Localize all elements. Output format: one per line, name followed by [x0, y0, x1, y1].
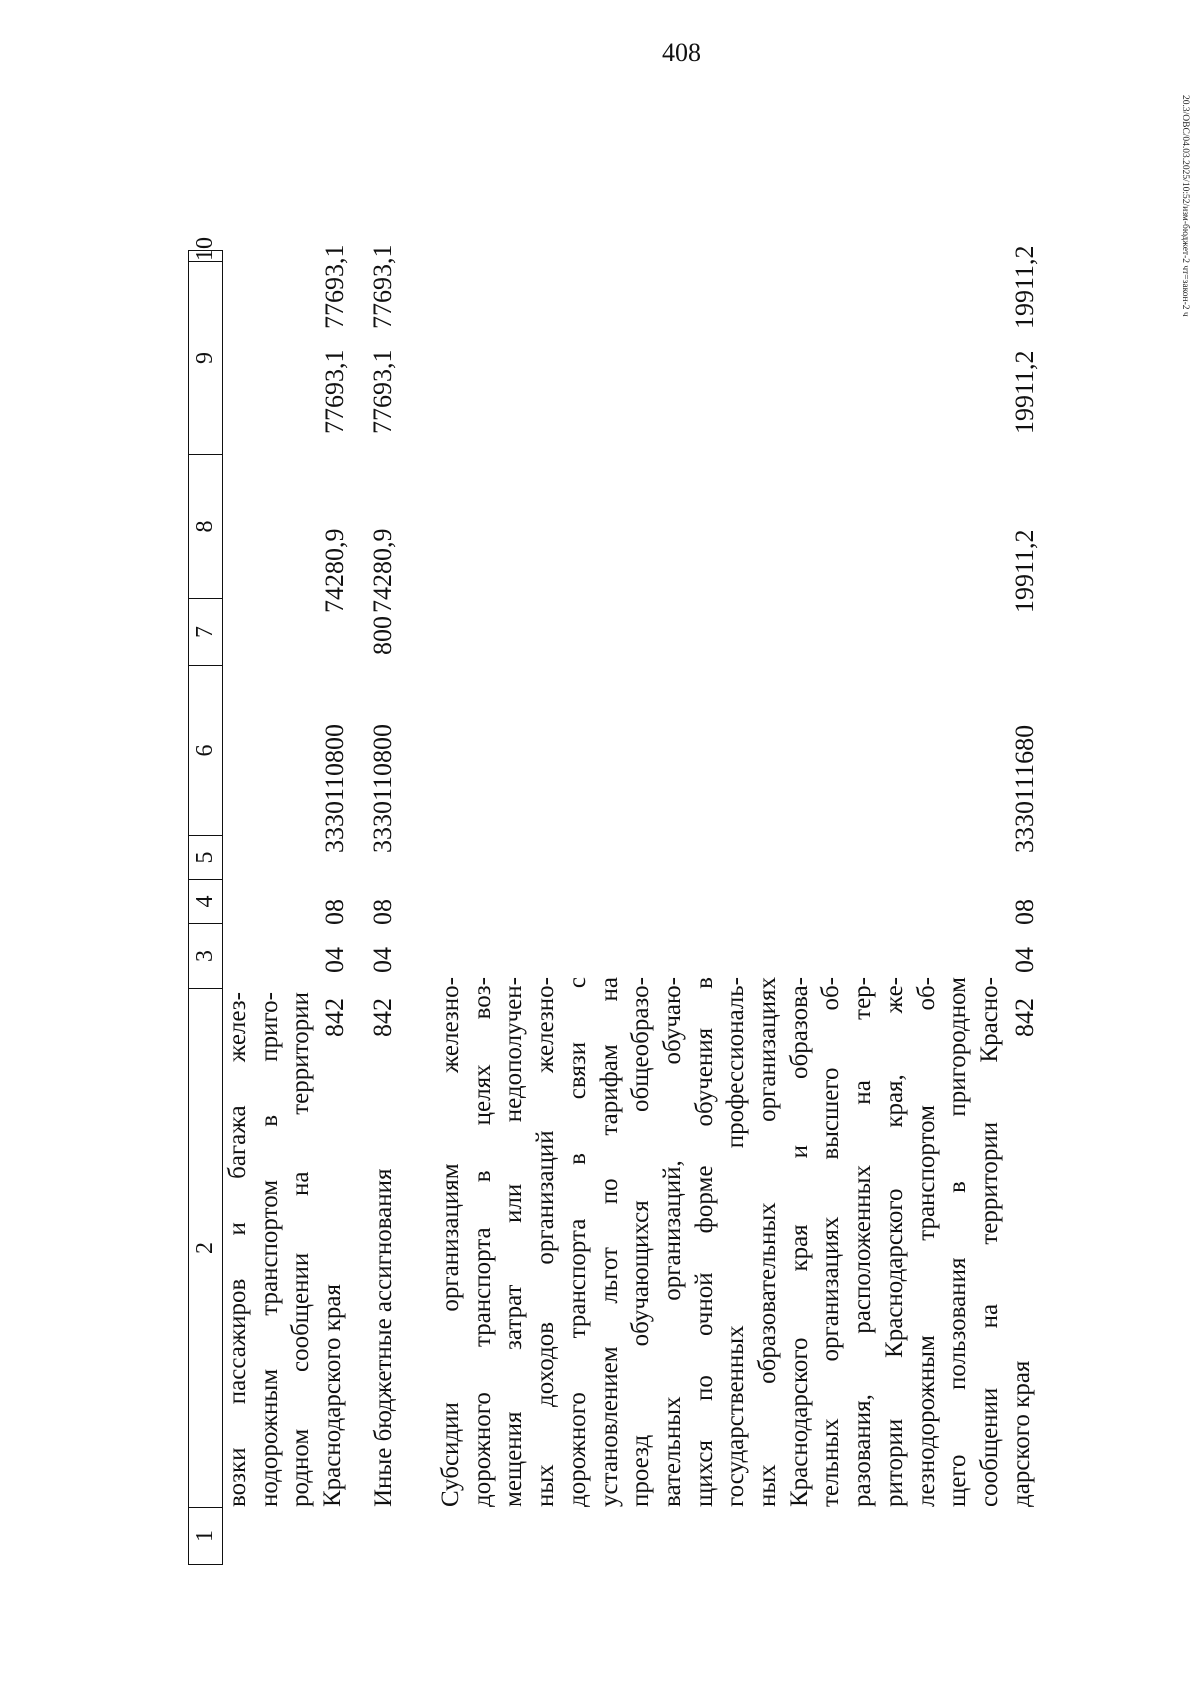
- cell-col-3: 842: [1010, 998, 1039, 1037]
- desc-line: ных доходов организаций железно-: [532, 977, 560, 1507]
- cell-col-6: 3330110800: [320, 723, 349, 853]
- desc-line: мещения затрат или недополучен-: [500, 977, 528, 1507]
- cell-col-5: 08: [320, 899, 349, 925]
- header-col-9: 9: [189, 261, 222, 454]
- desc-line: возки пассажиров и багажа желез-: [224, 992, 251, 1507]
- desc-line: Субсидии организациям железно-: [437, 977, 464, 1507]
- cell-col-9: 19911,2: [1010, 350, 1039, 434]
- desc-line: дорожного транспорта в связи с: [563, 977, 591, 1507]
- desc-line: Краснодарского края и образова-: [785, 977, 813, 1507]
- cell-col-6: 3330111680: [1010, 724, 1039, 853]
- desc-line: дарского края: [1007, 1360, 1035, 1507]
- header-col-2: 2: [189, 988, 222, 1507]
- header-col-5: 5: [189, 835, 222, 879]
- cell-col-10: 19911,2: [1010, 245, 1039, 329]
- header-col-6: 6: [189, 665, 222, 835]
- cell-col-7: 800: [368, 616, 397, 655]
- desc-line: вательных организаций, обучаю-: [658, 977, 686, 1507]
- desc-line: лезнодорожным транспортом об-: [912, 977, 940, 1507]
- cell-col-8: 74280,9: [320, 528, 349, 613]
- page-number: 408: [662, 38, 701, 67]
- row-description: [368, 992, 400, 1507]
- desc-line: ритории Краснодарского края, же-: [880, 977, 908, 1507]
- desc-line: разования, расположенных на тер-: [849, 977, 877, 1507]
- row-description: [222, 992, 349, 1507]
- table-header: [188, 237, 223, 1565]
- header-col-10: 10: [192, 237, 218, 261]
- header-col-3: 3: [189, 923, 222, 988]
- desc-line: ных образовательных организациях: [754, 977, 782, 1507]
- cell-col-5: 08: [1010, 899, 1039, 925]
- desc-line: Иные бюджетные ассигнования: [370, 1168, 397, 1507]
- header-col-4: 4: [189, 879, 222, 923]
- desc-line: тельных организациях высшего об-: [817, 977, 845, 1507]
- desc-line: нодорожным транспортом в приго-: [255, 992, 283, 1507]
- desc-line: родном сообщении на территории: [287, 992, 315, 1507]
- header-col-1: 1: [189, 1507, 222, 1564]
- cell-col-4: 04: [320, 947, 349, 973]
- desc-line: дорожного транспорта в целях воз-: [468, 977, 496, 1507]
- cell-col-10: 77693,1: [368, 244, 397, 329]
- header-col-7: 7: [189, 598, 222, 665]
- cell-col-3: 842: [320, 998, 349, 1037]
- cell-col-9: 77693,1: [320, 349, 349, 434]
- cell-col-4: 04: [368, 947, 397, 973]
- row-description: [435, 977, 1037, 1507]
- cell-col-5: 08: [368, 899, 397, 925]
- cell-col-8: 19911,2: [1010, 529, 1039, 613]
- desc-line: установлением льгот по тарифам на: [595, 977, 623, 1507]
- desc-line: Краснодарского края: [319, 1284, 347, 1507]
- rotated-table: [0, 185, 1200, 1695]
- desc-line: щего пользования в пригородном: [944, 977, 972, 1507]
- desc-line: государственных профессиональ-: [722, 977, 750, 1507]
- desc-line: щихся по очной форме обучения в: [690, 977, 718, 1507]
- cell-col-4: 04: [1010, 947, 1039, 973]
- cell-col-9: 77693,1: [368, 349, 397, 434]
- desc-line: сообщении на территории Красно-: [975, 977, 1003, 1507]
- cell-col-3: 842: [368, 998, 397, 1037]
- cell-col-8: 74280,9: [368, 528, 397, 613]
- cell-col-6: 3330110800: [368, 723, 397, 853]
- header-col-8: 8: [189, 454, 222, 598]
- desc-line: проезд обучающихся общеобразо-: [627, 977, 655, 1507]
- cell-col-10: 77693,1: [320, 244, 349, 329]
- footer-stamp: 20.3/ОВС/04.03.2025/10:52/изм-бюджет-2 чт=закон-2 ч: [1180, 95, 1190, 317]
